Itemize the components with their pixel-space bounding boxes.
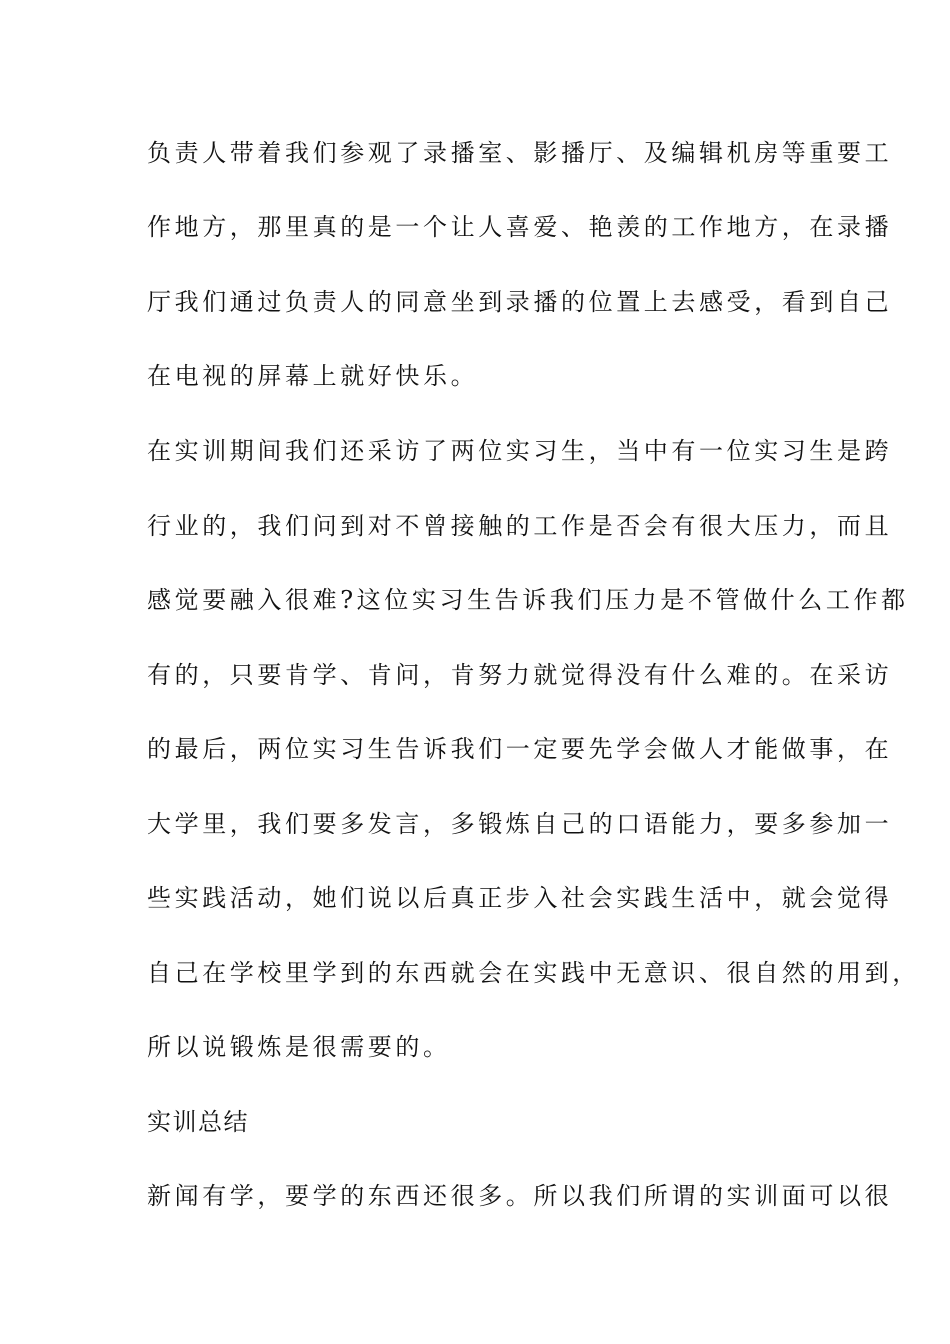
paragraph1-line-1: 负责人带着我们参观了录播室、影播厅、及编辑机房等重要工 xyxy=(147,139,893,167)
paragraph2-line-5: 的最后，两位实习生告诉我们一定要先学会做人才能做事，在 xyxy=(147,735,893,763)
paragraph3-line-1: 新闻有学，要学的东西还很多。所以我们所谓的实训面可以很 xyxy=(147,1182,893,1210)
paragraph1-line-4: 在电视的屏幕上就好快乐。 xyxy=(147,362,479,390)
paragraph2-line-9: 所以说锻炼是很需要的。 xyxy=(147,1033,451,1061)
paragraph2-line-2: 行业的，我们问到对不曾接触的工作是否会有很大压力，而且 xyxy=(147,512,893,540)
paragraph1-line-2: 作地方，那里真的是一个让人喜爱、艳羡的工作地方，在录播 xyxy=(147,213,893,241)
paragraph2-line-8: 自己在学校里学到的东西就会在实践中无意识、很自然的用到， xyxy=(147,959,920,987)
paragraph2-line-3: 感觉要融入很难?这位实习生告诉我们压力是不管做什么工作都 xyxy=(147,586,909,614)
paragraph1-line-3: 厅我们通过负责人的同意坐到录播的位置上去感受，看到自己 xyxy=(147,288,893,316)
paragraph2-line-4: 有的，只要肯学、肯问，肯努力就觉得没有什么难的。在采访 xyxy=(147,661,893,689)
paragraph2-line-6: 大学里，我们要多发言，多锻炼自己的口语能力，要多参加一 xyxy=(147,810,893,838)
section-heading: 实训总结 xyxy=(147,1108,249,1136)
paragraph2-line-1: 在实训期间我们还采访了两位实习生，当中有一位实习生是跨 xyxy=(147,437,893,465)
paragraph2-line-7: 些实践活动，她们说以后真正步入社会实践生活中，就会觉得 xyxy=(147,884,893,912)
